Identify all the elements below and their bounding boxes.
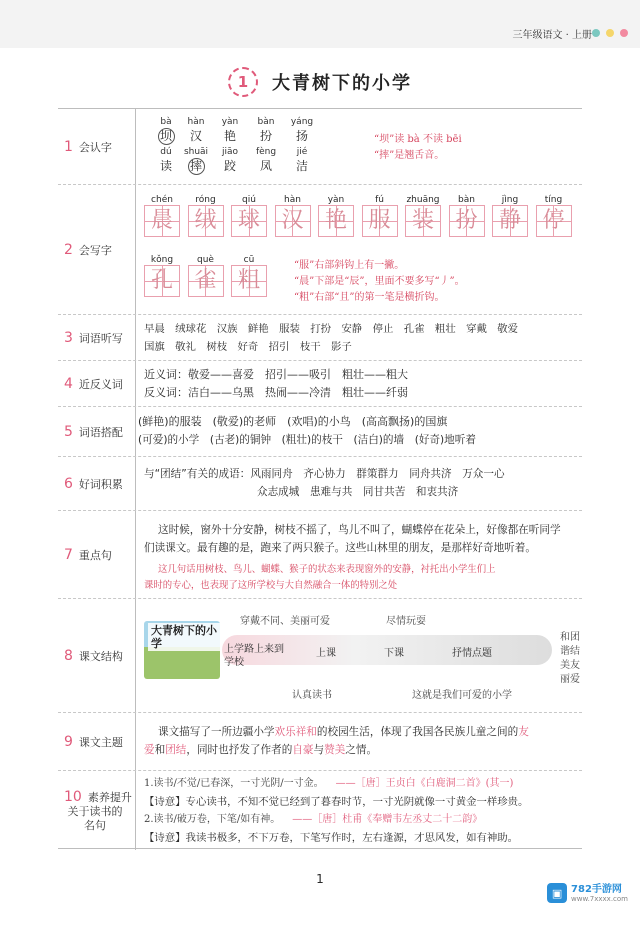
write-pinyin: róng bbox=[195, 195, 216, 205]
structure-left-text: 上学路上来到学校 bbox=[224, 644, 284, 668]
theme-line: 课文描写了一所边疆小学欢乐祥和的校园生活，体现了我国各民族儿童之间的友 bbox=[158, 726, 529, 738]
row-recognize bbox=[58, 109, 582, 185]
theme-line: 爱和团结，同时也抒发了作者的自豪与赞美之情。 bbox=[144, 744, 378, 756]
meaning-line: 【诗意】专心读书，不知不觉已经到了暮春时节，一寸光阴就像一寸黄金一样珍贵。 bbox=[144, 796, 529, 808]
tracing-cell bbox=[144, 205, 180, 237]
site-watermark bbox=[547, 883, 628, 903]
tracing-cell bbox=[275, 205, 311, 237]
write-pinyin: yàn bbox=[327, 195, 345, 205]
write-pinyin: cū bbox=[243, 255, 255, 265]
side-word: 和团 bbox=[560, 632, 580, 643]
tracing-cell bbox=[318, 205, 354, 237]
row-label: 10 素养提升 关于读书的名句 bbox=[58, 771, 136, 850]
write-pinyin: fú bbox=[375, 195, 384, 205]
handwritten-note: “坝”读 bà 不读 bēi bbox=[374, 134, 462, 145]
row-label: 2 会写字 bbox=[58, 185, 136, 314]
watermark-name: 782手游网 bbox=[571, 883, 622, 895]
structure-stage: 上课 bbox=[316, 648, 336, 659]
handwritten-note: “粗”右部“且”的第一笔是横折钩。 bbox=[294, 292, 445, 303]
page-number: 1 bbox=[316, 872, 324, 886]
row-write bbox=[58, 185, 582, 315]
row-structure bbox=[58, 599, 582, 713]
structure-note: 尽情玩耍 bbox=[386, 616, 426, 627]
write-pinyin: jìng bbox=[501, 195, 519, 205]
write-pinyin: tíng bbox=[544, 195, 563, 205]
school-illustration bbox=[144, 621, 220, 679]
write-pinyin: kǒng bbox=[150, 255, 174, 265]
synonym-line: 近义词：敬爱——喜爱 招引——吸引 粗壮——粗大 bbox=[144, 368, 408, 381]
circled-char: 坝 bbox=[158, 128, 175, 145]
illustration-title: 大青树下的小学 bbox=[148, 623, 220, 651]
write-pinyin: hàn bbox=[284, 195, 301, 205]
tracing-char: 艳 bbox=[324, 208, 347, 233]
tracing-cell bbox=[188, 205, 224, 237]
write-pinyin: qiú bbox=[242, 195, 256, 205]
tracing-char: 停 bbox=[542, 208, 565, 233]
key-sentence-line: 这时候，窗外十分安静，树枝不摇了，鸟儿不叫了，蝴蝶停在花朵上，好像都在听同学 bbox=[158, 524, 561, 536]
handwritten-note: 课时的专心，也表现了这所学校与大自然融合一体的特别之处 bbox=[144, 580, 398, 591]
row-good-words bbox=[58, 457, 582, 511]
header-bar bbox=[0, 0, 640, 48]
collocation-line: (鲜艳)的服装 (敬爱)的老师 (欢唱)的小鸟 (高高飘扬)的国旗 bbox=[138, 415, 448, 428]
tracing-cell bbox=[188, 265, 224, 297]
tracing-cell bbox=[536, 205, 572, 237]
dot-yellow-icon bbox=[606, 29, 614, 37]
structure-stage: 下课 bbox=[384, 648, 404, 659]
tracing-char: 服 bbox=[368, 208, 391, 233]
row-label: 5 词语搭配 bbox=[58, 407, 136, 456]
good-words-line: 众志成城 患难与共 同甘共苦 和衷共济 bbox=[257, 486, 459, 498]
handwritten-note: “摔”是翘舌音。 bbox=[374, 150, 445, 161]
tracing-cell bbox=[449, 205, 485, 237]
side-word: 谐结 bbox=[560, 646, 580, 657]
lesson-title: 大青树下的小学 bbox=[272, 73, 412, 94]
structure-stage: 抒情点题 bbox=[452, 648, 492, 659]
tracing-char: 球 bbox=[237, 208, 260, 233]
row-label: 3 词语听写 bbox=[58, 315, 136, 360]
row-label: 9 课文主题 bbox=[58, 713, 136, 770]
lesson-number: 1 bbox=[228, 67, 258, 97]
dot-teal-icon bbox=[592, 29, 600, 37]
dictation-line: 国旗 敬礼 树枝 好奇 招引 枝干 影子 bbox=[144, 341, 352, 353]
key-sentence-line: 们读课文。最有趣的是，跑来了两只猴子。这些山林里的朋友，是那样好奇地听着。 bbox=[144, 542, 536, 554]
structure-note: 这就是我们可爱的小学 bbox=[412, 690, 512, 701]
handwritten-note: “晨”下部是“辰”，里面不要多写“丿”。 bbox=[294, 276, 465, 287]
quote-line: 1.读书/不觉/已春深，一寸光阴/一寸金。 ——［唐］王贞白《白鹿洞二首》(其一) bbox=[144, 778, 514, 789]
structure-note: 认真读书 bbox=[292, 690, 332, 701]
tracing-char: 晨 bbox=[150, 208, 173, 233]
tracing-cell bbox=[362, 205, 398, 237]
write-pinyin: zhuāng bbox=[406, 195, 440, 205]
antonym-line: 反义词：洁白——乌黑 热闹——冷清 粗壮——纤弱 bbox=[144, 386, 408, 399]
tracing-cell bbox=[144, 265, 180, 297]
row-synonyms bbox=[58, 361, 582, 407]
tracing-cell bbox=[492, 205, 528, 237]
tracing-char: 雀 bbox=[194, 268, 217, 293]
row-collocation bbox=[58, 407, 582, 457]
write-content bbox=[144, 185, 578, 314]
row-theme bbox=[58, 713, 582, 771]
dictation-line: 早晨 绒球花 汉族 鲜艳 服装 打扮 安静 停止 孔雀 粗壮 穿戴 敬爱 bbox=[144, 323, 519, 335]
row-dictation bbox=[58, 315, 582, 361]
watermark-url: www.7xxxx.com bbox=[571, 894, 628, 903]
handwritten-note: “服”右部斜钩上有一撇。 bbox=[294, 260, 405, 271]
meaning-line: 【诗意】我读书极多，不下万卷，下笔写作时，左右逢源，才思风发，如有神助。 bbox=[144, 832, 519, 844]
row-label: 4 近反义词 bbox=[58, 361, 136, 406]
write-pinyin: què bbox=[197, 255, 214, 265]
tracing-char: 装 bbox=[411, 208, 434, 233]
write-pinyin: bàn bbox=[458, 195, 475, 205]
side-word: 美友 bbox=[560, 660, 580, 671]
tracing-cell bbox=[231, 265, 267, 297]
tracing-cell bbox=[405, 205, 441, 237]
handwritten-note: 这几句话用树枝、鸟儿、蝴蝶、猴子的状态来表现窗外的安静，衬托出小学生们上 bbox=[158, 564, 496, 575]
side-word: 丽爱 bbox=[560, 674, 580, 685]
row-label: 6 好词积累 bbox=[58, 457, 136, 510]
quote-line: 2.读书/破万卷，下笔/如有神。 ——［唐］杜甫《奉赠韦左丞丈二十二韵》 bbox=[144, 814, 483, 825]
row-key-sentence bbox=[58, 511, 582, 599]
tracing-char: 扮 bbox=[455, 208, 478, 233]
write-pinyin: chén bbox=[151, 195, 173, 205]
circled-char: 摔 bbox=[188, 158, 205, 175]
grade-tag: 三年级语文 · 上册 bbox=[512, 30, 592, 41]
tracing-cell bbox=[231, 205, 267, 237]
tracing-char: 孔 bbox=[150, 268, 173, 293]
tracing-char: 汉 bbox=[281, 208, 304, 233]
dot-pink-icon bbox=[620, 29, 628, 37]
row-label: 7 重点句 bbox=[58, 511, 136, 598]
header-dots bbox=[592, 29, 628, 37]
site-logo-icon: ▣ bbox=[547, 883, 567, 903]
row-label: 8 课文结构 bbox=[58, 599, 136, 712]
study-table bbox=[58, 108, 582, 849]
collocation-line: (可爱)的小学 (古老)的铜钟 (粗壮)的枝干 (洁白)的墙 (好奇)地听着 bbox=[138, 434, 476, 446]
lesson-title-block bbox=[0, 62, 640, 102]
structure-note: 穿戴不同、美丽可爱 bbox=[240, 616, 330, 627]
tracing-char: 绒 bbox=[194, 208, 217, 233]
tracing-char: 粗 bbox=[237, 268, 260, 293]
row-label: 1 会认字 bbox=[58, 109, 136, 184]
good-words-line: 与“团结”有关的成语：风雨同舟 齐心协力 群策群力 同舟共济 万众一心 bbox=[144, 468, 505, 480]
row-literacy bbox=[58, 771, 582, 850]
recognize-content: bà 坝 hàn 汉 yàn 艳 bàn 扮 yáng 扬 dú 读 shuāi 摔 jiāo 跤 fèng 凤 jié 洁 “坝”读 bà 不读 bēi “摔”是翘舌音。 bbox=[144, 109, 578, 184]
tracing-char: 静 bbox=[498, 208, 521, 233]
